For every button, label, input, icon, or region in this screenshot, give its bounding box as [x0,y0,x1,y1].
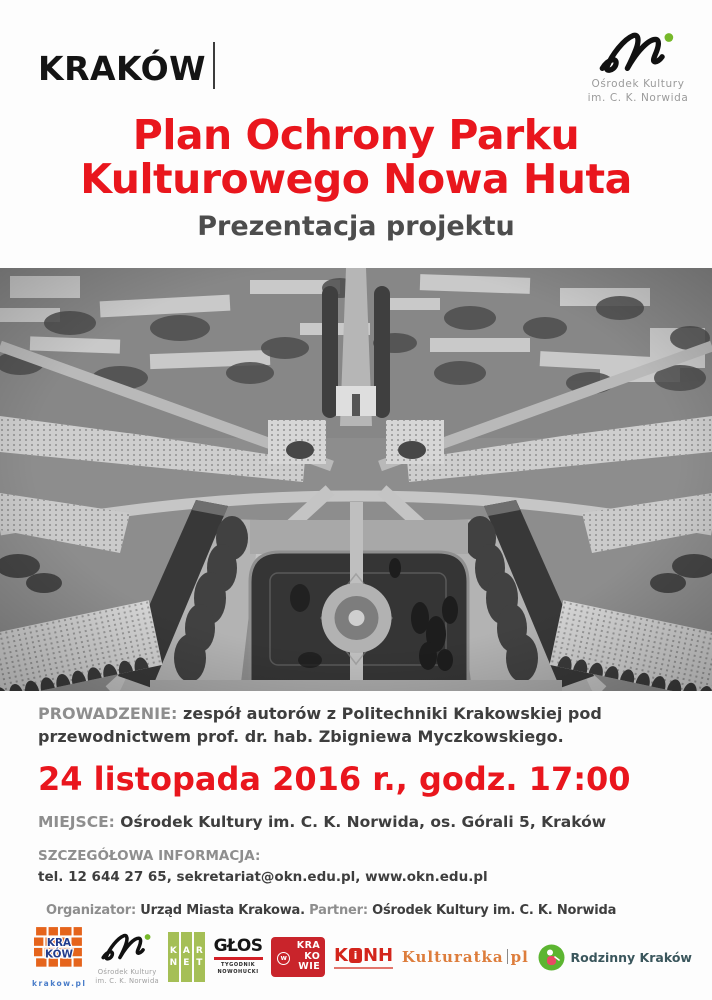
norwid-script-n-icon-small [95,928,159,964]
w-krakowie-text [297,941,321,973]
karnet-letter: A [182,945,190,956]
karnet-logo [168,932,205,982]
prowadzenie-label: PROWADZENIE: [38,704,178,723]
glos-tygodnik-logo [214,938,263,976]
norwid-footer-caption-line2: im. C. K. Norwida [95,977,160,985]
title-block [0,111,712,242]
w-krakowie-line3: WIE [298,961,321,972]
prowadzenie-text: zespół autorów z Politechniki Krakowskiej pod przewodnictwem prof. dr. hab. Zbigniewa Myczkowskiego. [38,704,602,747]
partner-logos-strip [32,920,692,994]
krakow-pl-text-line2: KÓW [45,948,74,961]
norwid-footer-caption-line1: Ośrodek Kultury [97,968,157,977]
event-details [38,702,686,918]
glos-caption-line1: TYGODNIK [220,962,256,968]
kinh-underline [334,967,393,969]
karnet-letter: K [169,945,177,956]
kulturatka-divider [507,949,508,964]
krakow-pl-logo [32,926,86,988]
info-label: SZCZEGÓŁOWA INFORMACJA: [38,848,261,865]
rodzinny-krakow-icon [538,944,565,971]
krakow-city-logo-text: KRAKÓW [38,49,207,88]
organizer-text: Urząd Miasta Krakowa. [140,902,305,918]
miejsce-label: MIEJSCE: [38,813,115,832]
aerial-photo-nowa-huta [0,268,712,691]
kinh-letters-nh: NH [362,944,394,966]
karnet-letter: E [183,957,190,968]
krakow-city-logo [38,42,215,89]
krakow-pl-text-line1: KRA [47,936,72,949]
norwid-culture-centre-logo [576,24,700,105]
miejsce-text: Ośrodek Kultury im. C. K. Norwida, os. Górali 5, Kraków [120,813,607,832]
karnet-bar-3 [194,932,205,982]
poster-title-line2: Kulturowego Nowa Huta [80,154,632,203]
glos-title: GŁOS [213,936,263,956]
norwid-logo-caption-line2: im. C. K. Norwida [587,91,689,104]
info-block [38,846,686,887]
event-datetime: 24 listopada 2016 r., godz. 17:00 [38,760,631,799]
rodzinny-krakow-label: Rodzinny Kraków [570,949,692,965]
glos-caption-line2: NOWOHUCKI [217,969,259,975]
kulturatka-suffix: pl [510,948,529,966]
rodzinny-krakow-logo [538,944,692,971]
info-text: tel. 12 644 27 65, sekretariat@okn.edu.pl, www.okn.edu.pl [38,868,488,885]
prowadzenie-line [38,702,638,748]
poster-title-line1: Plan Ochrony Parku [132,111,580,159]
w-krakowie-logo [271,937,325,977]
krakow-pl-caption: krakow.pl [32,979,87,988]
partner-text: Ośrodek Kultury im. C. K. Norwida [372,902,617,918]
krakow-pl-mosaic-icon [34,926,84,974]
karnet-bar-2 [181,932,192,982]
w-krakowie-line1: KRA [296,940,321,951]
kinh-i-badge: i [349,948,362,963]
w-krakowie-line2: KO [304,950,321,962]
kinh-letter-k: K [334,944,348,966]
karnet-letter: T [196,957,203,968]
kulturatka-logo [402,948,529,966]
norwid-script-n-icon [590,24,686,78]
karnet-bar-1 [168,932,179,982]
karnet-letter: R [195,945,203,956]
miejsce-line [38,813,686,831]
partner-label: Partner: [309,902,368,918]
aerial-photo-illustration [0,268,712,691]
glos-red-bar [214,957,263,960]
krakow-logo-bar [213,42,215,89]
norwid-footer-logo [95,928,159,986]
organizer-label: Organizator: [46,902,136,918]
kulturatka-name: Kulturatka [401,948,504,966]
poster-subtitle: Prezentacja projektu [197,210,515,242]
norwid-logo-caption-line1: Ośrodek Kultury [591,78,685,90]
karnet-letter: N [169,957,178,968]
w-krakowie-w-badge: w [277,952,290,965]
organizer-line [46,903,686,918]
kinh-logo [334,946,393,969]
